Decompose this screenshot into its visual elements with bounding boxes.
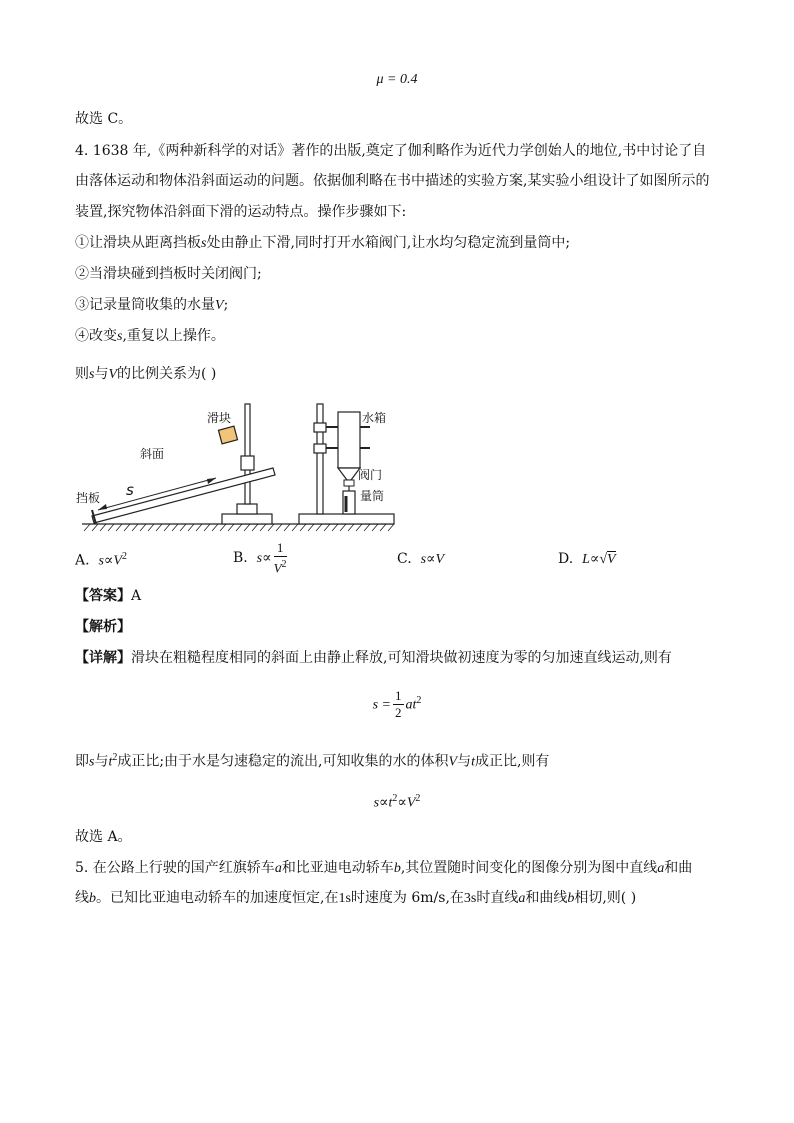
option-c[interactable] — [397, 551, 444, 568]
reason-exp: 2 — [112, 752, 118, 763]
option-b-denominator: V — [273, 560, 282, 576]
q5-line2-var-a: a — [518, 891, 526, 906]
answer-line — [75, 586, 141, 606]
q4-step3 — [75, 295, 228, 316]
q5-line2-time-3s: 3s — [463, 891, 477, 906]
q5-text-4: 和曲 — [664, 860, 693, 876]
detail-text: 滑块在粗糙程度相同的斜面上由静止释放,可知滑块做初速度为零的匀加速直线运动,则有 — [131, 650, 672, 666]
q5-text-2: 和比亚迪电动轿车 — [281, 860, 394, 876]
eq1-right: at — [405, 697, 417, 713]
eq2-exp1: 2 — [392, 793, 398, 804]
q4-step1 — [75, 233, 570, 254]
option-a-exp: 2 — [121, 551, 127, 562]
tank-stand-pole — [317, 404, 323, 514]
q5-text-3: ,其位置随时间变化的图像分别为图中直线 — [400, 860, 658, 876]
q5-line2-time-1s: 1s — [338, 891, 351, 906]
incline-clamp — [241, 456, 254, 470]
reason-text-3: 成正比;由于水是匀速稳定的流出,可知收集的水的体积 — [117, 753, 449, 770]
q5-line2-text-6: 相切,则( ) — [574, 890, 637, 906]
q5-text-1: 5. 在公路上行驶的国产红旗轿车 — [75, 860, 275, 876]
option-c-expr: s∝V — [420, 552, 445, 567]
reason-var-t2: t — [471, 754, 475, 770]
q5-line2-var-b2: b — [567, 891, 575, 906]
option-b-label: B. — [233, 550, 248, 567]
option-b-den-exp: 2 — [281, 559, 287, 570]
q5-line2 — [75, 888, 636, 909]
tank-clamp-top — [314, 423, 326, 432]
previous-choice: 故选 C。 — [75, 111, 133, 127]
reason-var-s: s — [89, 754, 95, 770]
option-b-left: s∝ — [256, 551, 272, 567]
ask-text-mid: 与 — [94, 366, 109, 382]
step4-var-s: s — [117, 329, 123, 344]
reason-text-4: 与 — [457, 753, 472, 770]
q5-line2-var-b: b — [89, 891, 96, 906]
eq1-exp: 2 — [416, 694, 422, 706]
tank-stand-base — [299, 514, 394, 524]
label-tank: 水箱 — [362, 411, 387, 425]
apparatus-figure — [70, 398, 400, 533]
proportion-reasoning-line — [75, 748, 549, 773]
option-d-expr: L∝ — [582, 552, 600, 567]
step1-text-b: 处由静止下滑,同时打开水箱阀门,让水均匀稳定流到量筒中; — [206, 235, 571, 251]
q5-line2-text-3: 时速度为 6m/s,在 — [350, 890, 464, 906]
q4-question — [75, 364, 216, 385]
q4-line1: 4. 1638 年,《两种新科学的对话》著作的出版,奠定了伽利略作为近代力学创始人的地位,书中讨论了自 — [75, 143, 707, 159]
option-a[interactable] — [75, 551, 127, 570]
ground-hatch — [84, 524, 394, 531]
q4-choice: 故选 A。 — [75, 829, 132, 845]
ask-text-b: 的比例关系为( ) — [117, 366, 217, 382]
equation-proportion — [0, 789, 794, 814]
option-c-label: C. — [397, 551, 412, 567]
water-tank — [338, 412, 360, 468]
option-d-radicand: V — [607, 552, 616, 567]
option-b[interactable] — [233, 540, 289, 576]
q5-var-a2: a — [657, 861, 665, 876]
q4-line2: 由落体运动和物体沿斜面运动的问题。依据伽利略在书中描述的实验方案,某实验小组设计了如图所示的 — [75, 173, 710, 189]
answer-tag: 【答案】 — [75, 588, 131, 604]
tank-funnel — [338, 468, 360, 480]
analysis-tag: 【解析】 — [75, 619, 131, 635]
eq2-part-a: s∝t — [373, 795, 393, 811]
q5-line1 — [75, 858, 692, 879]
reason-text-2: 与 — [94, 753, 109, 770]
eq2-exp2: 2 — [415, 793, 421, 804]
label-s: s — [126, 481, 134, 499]
answer-value: A — [131, 588, 142, 604]
equation-s-half-at2 — [0, 688, 794, 721]
q5-line2-text-4: 时直线 — [476, 890, 519, 906]
eq1-left: s = — [372, 697, 391, 713]
label-incline: 斜面 — [140, 447, 165, 461]
ask-text-a: 则 — [75, 366, 89, 382]
step3-var-v: V — [215, 298, 224, 313]
detail-tag: 【详解】 — [75, 650, 131, 666]
reason-var-t: t — [108, 754, 113, 770]
label-cylinder: 量筒 — [360, 489, 385, 503]
detail-line — [75, 648, 672, 668]
label-stopper: 挡板 — [76, 491, 101, 505]
incline-stand-block — [237, 504, 257, 514]
slider-block — [218, 426, 237, 444]
step4-text-a: ④改变 — [75, 328, 117, 344]
reason-var-v: V — [448, 754, 458, 770]
ask-var-s: s — [89, 367, 95, 382]
eq1-numerator: 1 — [395, 688, 402, 703]
q5-line2-text-2: 。已知比亚迪电动轿车的加速度恒定,在 — [96, 890, 339, 906]
ask-var-v: V — [108, 367, 118, 382]
option-a-label: A. — [75, 552, 90, 569]
tank-clamp-bottom — [314, 444, 326, 453]
incline-stand-base — [222, 514, 272, 524]
option-a-expr: s∝V — [98, 553, 122, 569]
q4-step2: ②当滑块碰到挡板时关闭阀门; — [75, 266, 262, 282]
reason-text-1: 即 — [75, 753, 89, 770]
eq1-denominator: 2 — [395, 705, 402, 720]
option-d[interactable]: D. L∝√V — [558, 551, 616, 567]
option-b-numerator: 1 — [274, 540, 287, 557]
label-slider: 滑块 — [207, 411, 232, 425]
valve — [344, 480, 354, 486]
eq2-part-b: ∝V — [397, 795, 416, 811]
reason-text-5: 成正比,则有 — [474, 753, 550, 770]
q5-var-b: b — [393, 861, 401, 876]
step3-text-b: ; — [223, 297, 229, 313]
q4-line3: 装置,探究物体沿斜面下滑的运动特点。操作步骤如下: — [75, 204, 407, 220]
step4-text-b: ,重复以上操作。 — [122, 328, 225, 344]
label-valve: 阀门 — [358, 468, 383, 482]
q4-step4 — [75, 326, 225, 347]
option-d-label: D. — [558, 551, 574, 567]
q5-line2-text-5: 和曲线 — [525, 890, 568, 906]
q5-line2-text-1: 线 — [75, 890, 89, 906]
step1-text-a: ①让滑块从距离挡板 — [75, 235, 201, 251]
mu-equation: μ = 0.4 — [376, 72, 418, 87]
step1-var-s: s — [201, 236, 207, 251]
step3-text-a: ③记录量筒收集的水量 — [75, 297, 215, 313]
incline-stand-pole — [245, 404, 250, 504]
q5-var-a: a — [274, 861, 282, 876]
